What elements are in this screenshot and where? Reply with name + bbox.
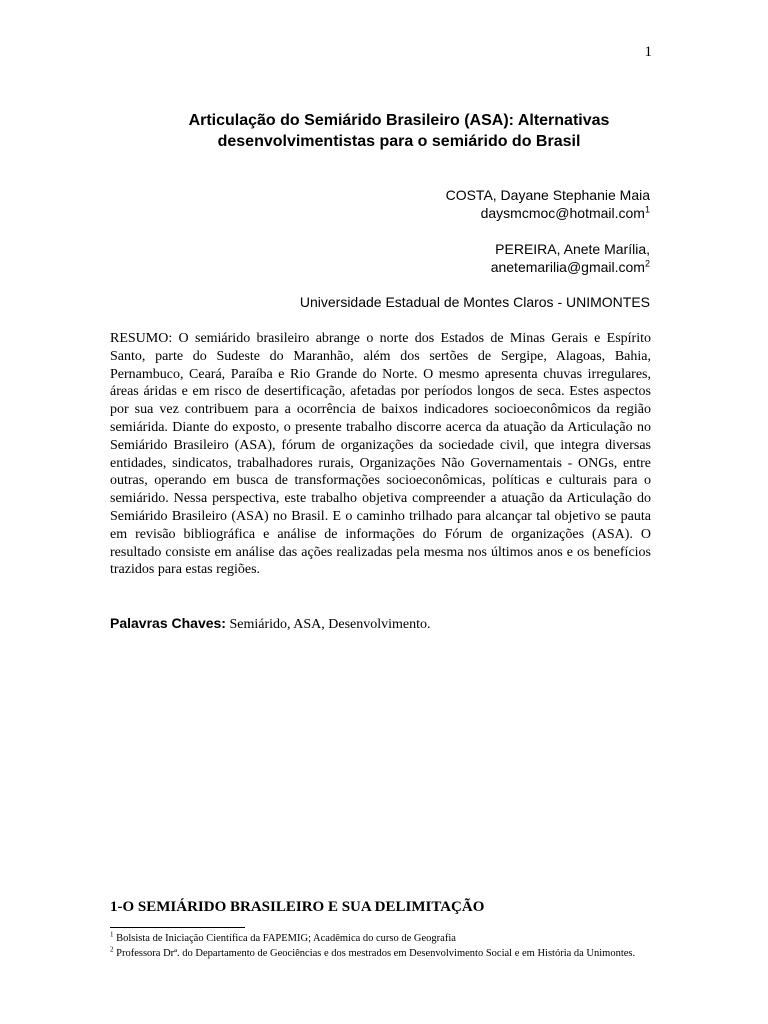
page-number: 1 [644,44,652,60]
author-2-note-ref: 2 [644,258,650,269]
footnote-1-text: Bolsista de Iniciação Científica da FAPEMIG; Acadêmica do curso de Geografia [113,933,456,944]
keywords [110,615,651,633]
keywords-label: Palavras Chaves: [110,615,226,631]
affiliation: Universidade Estadual de Montes Claros - UNIMONTES [299,294,650,310]
footnote-2-text: Professora Drª. do Departamento de Geociências e dos mestrados em Desenvolvimento Social e em História da Unimontes. [113,947,636,959]
abstract: RESUMO: O semiárido brasileiro abrange o norte dos Estados de Minas Gerais e Espírito Santo, parte do Sudeste do Maranhão, além dos sertões de Sergipe, Alagoas, Bahia, Pernambuco, Ceará, Paraíba e Rio Grande do Norte. O mesmo apresenta chuvas irregulares, áreas áridas e em risco de desertificação, afetadas por períodos longos de seca. Estes aspectos por sua vez contribuem para a ocorrência de baixos indicadores socioeconômicos da região semiárida. Diante do exposto, o presente trabalho discorre acerca da atuação da Articulação no Semiárido Brasileiro (ASA), fórum de organizações da sociedade civil, que integra diversas entidades, sindicatos, trabalhadores rurais, Organizações Não Governamentais - ONGs, entre outras, operando em busca de transformações socioeconômicas, políticas e culturais para o semiárido. Nessa perspectiva, este trabalho objetiva compreender a atuação da Articulação do Semiárido Brasileiro (ASA) no Brasil. E o caminho trilhado para alcançar tal objetivo se pauta em revisão bibliográfica e análise de informações do Fórum de organizações (ASA). O resultado consiste em análise das ações realizadas pela mesma nos últimos anos e os benefícios trazidos para estas regiões. [110,331,651,578]
author-2-name: PEREIRA, Anete Marília, [495,241,650,257]
author-1-note-ref: 1 [644,204,650,215]
author-1 [446,186,650,222]
keywords-value: Semiárido, ASA, Desenvolvimento. [225,617,431,632]
author-2-email: anetemarilia@gmail.com [490,259,645,275]
footnotes [110,932,651,961]
author-1-email-line [446,204,650,222]
author-2-email-line [491,258,650,276]
footnote-2 [110,947,651,962]
title-line-2: desenvolvimentistas para o semiárido do Brasil [217,133,581,150]
author-2 [491,240,650,276]
title-line-1: Articulação do Semiárido Brasileiro (ASA): Alternativas [188,112,610,129]
footnote-1 [110,932,651,947]
footnote-1-mark: 1 [110,930,114,939]
author-1-name: COSTA, Dayane Stephanie Maia [445,187,650,203]
document-title [110,110,688,152]
section-heading: 1-O SEMIÁRIDO BRASILEIRO E SUA DELIMITAÇÃO [110,899,485,915]
footnote-2-mark: 2 [110,945,114,953]
footnote-divider [110,927,245,928]
author-1-email: daysmcmoc@hotmail.com [480,205,645,221]
